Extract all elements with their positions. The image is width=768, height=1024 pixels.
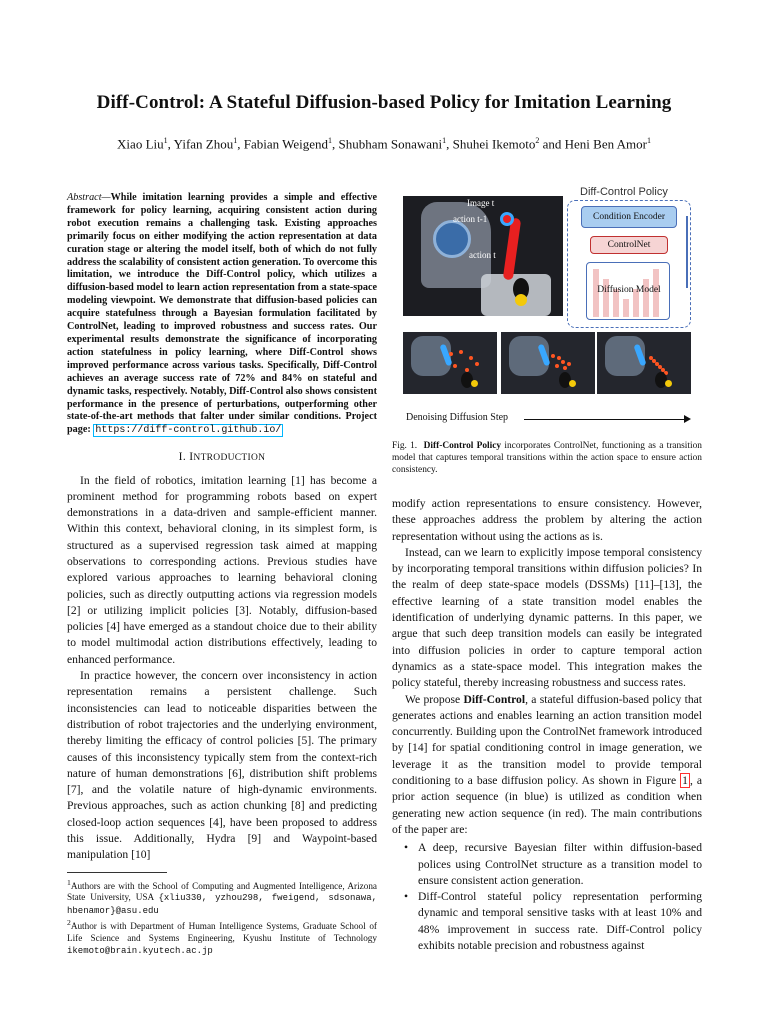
intro-paragraph: In the field of robotics, imitation learning [1] has become a prominent method for programming robots based on expert demonstrations in a data-driven and sample-efficient manner. Within this context, behavioral cloning, in its simplest form, is structured as a supervised regression task aimed at mapping observations to corresponding actions. Previous studies have explored various approaches to learning behavioral cloning policies, such as directly outputting actions via regression models [2] or utilizing implicit policies [3]. Notably, diffusion-based policies [4] have emerged as a standout choice due to their ability to model multimodal action distributions effectively, leading to enhanced performance. [67,473,377,666]
author: Shuhei Ikemoto [452,136,536,152]
robot-photo [403,196,563,316]
author: Fabian Weigend [243,136,329,152]
author-list: Xiao Liu$^1$, Yifan Zhou$^1$, Fabian Weigend$^1$, Shubham Sonawani$^1$, Shuhei Ikemoto$^2$ and Heni Ben Amor$^1$ [117,136,651,152]
robot-joint-shape [433,220,471,258]
figure-1 [400,186,702,426]
action-t-label: action t [469,250,496,260]
controlnet-block: ControlNet [590,236,668,254]
diffusion-model-block [586,262,670,320]
diffusion-model-label: Diffusion Model [597,285,661,295]
denoise-step-image [597,332,691,394]
project-url-link[interactable]: https://diff-control.github.io/ [95,425,282,437]
body-paragraph: Instead, can we learn to explicitly impose temporal consistency by incorporating temporal transitions within diffusion policies? In the realm of deep state-space models (DSSMs) [11]–[13], the effective learning of a state transition model enables the identification of underlying dynamic patterns. In this paper, we argue that such deep transition models can easily be integrated into diffusion policies in order to capture temporal action dynamics as a state-space model. This integration makes the policy stateful, thereby increasing robustness and success rates. [392,545,702,690]
yolk-shape [515,294,527,306]
author: Yifan Zhou [173,136,234,152]
abstract [67,192,377,438]
footnote-emails: {xliu330, yzhou298, fweigend, sdsonawa, hbenamor}@asu.edu [67,893,378,916]
policy-title: Diff-Control Policy [580,186,668,198]
list-item: • Diff-Control stateful policy representation performing dynamic and temporal sensitive tasks with at least 10% and 48% improvement in success rate. Diff-Control policy exhibits notable precision and robustness against [392,889,702,954]
right-column [392,496,702,954]
list-item: • A deep, recursive Bayesian filter within diffusion-based polices using ControlNet structure as a transition model to ensure consistent action generation. [392,840,702,889]
figure-ref-link[interactable]: 1 [682,774,688,788]
contribution-list [392,840,702,954]
denoise-label: Denoising Diffusion Step [406,412,509,423]
author: Shubham Sonawani [338,136,443,152]
footnote-email: ikemoto@brain.kyutech.ac.jp [67,945,213,956]
condition-encoder-block: Condition Encoder [581,206,677,228]
action-trajectory-red [503,218,522,281]
body-paragraph: We propose Diff-Control, a stateful diffusion-based policy that generates actions and enables learning an action transition model concurrently. Building upon the ControlNet framework introduced by [14] for spatial conditioning control in image generation, we leverage it as the transition model to provide temporal conditioning to a base diffusion policy. As shown in Figure 1 , a prior action sequence (in blue) is utilized as condition when generating new action sequence (in red). The main contributions of the paper are: [392,692,703,836]
denoise-arrow-head [684,415,691,423]
author: Xiao Liu [117,136,164,152]
section-heading-introduction: I. INTRODUCTION [178,450,266,464]
intro-paragraph: In practice however, the concern over inconsistency in action representation remains a persistent challenge. Such inconsistencies can lead to noticeable disparities between the distribution of robot trajectories and the underlying environment, thereby limiting the efficacy of control policies [5]. The primary causes of this inconsistency typically stem from the context-rich nature of human demonstrations [6], distribution shift problems [7], and the volatile nature of high-dynamic environments. Previous approaches, such as action chunking [8] and predicting closed-loop action sequences [4], have been proposed to address this issue. Additionally, Hydra [9] and Waypoint-based manipulation [10] [67,669,377,862]
image-t-label: Image t [467,198,495,208]
action-prev-label: action t-1 [453,214,488,224]
left-column [67,192,377,957]
author: Heni Ben Amor [564,136,647,152]
footnote-divider [67,872,167,873]
denoise-step-image [403,332,497,394]
footnote-1: $^1$Authors are with the School of Computing and Augmented Intelligence, Arizona State University, USA {xliu330, yzhou298, fweigend, sdsonawa, hbenamor}@asu.edu [67,877,378,916]
body-paragraph: modify action representations to ensure consistency. However, these approaches address the problem by altering the action representation without using the actions as is. [392,497,702,543]
footnote-2: $^2$Author is with Department of Human Intelligence Systems, Graduate School of Life Science and Systems Engineering, Kyushu Institute of Technology ikemoto@brain.kyutech.ac.jp [67,918,377,956]
denoise-step-image [501,332,595,394]
figure-caption: Fig. 1. Diff-Control Policy incorporates ControlNet, functioning as a transition model that captures temporal transitions within the action space to ensure action consistency. [392,441,702,475]
action-trajectory-blue [500,212,514,226]
abstract-body: While imitation learning provides a simple and effective framework for policy learning, acquiring consistent action during robot execution remains a challenging task. Existing approaches primarily focus on either modifying the action representation at data curation stage or altering the model itself, both of which do not fully address the scalability of consistent action generation. To overcome this limitation, we introduce the Diff-Control policy, which utilizes a diffusion-based model to learn action representation from a state-space modeling viewpoint. We demonstrate that diffusion-based policies can acquire statefulness through a Bayesian formulation facilitated by ControlNet, leading to improved robustness and success rates. Our experimental results demonstrate the significance of incorporating action statefulness in policy learning, where Diff-Control shows improved performance across various tasks. Specifically, Diff-Control achieves an average success rate of 72% and 84% on stateful and dynamic tasks, respectively. Notably, Diff-Control also shows consistent performance in the presence of perturbations, outperforming other state-of-the-art methods that falter under similar conditions. Project page: [67,192,377,436]
paper-title: Diff-Control: A Stateful Diffusion-based Policy for Imitation Learning [96,92,672,113]
denoise-arrow [524,419,686,420]
abstract-lead: Abstract— [67,192,111,203]
connector-line [686,216,688,288]
